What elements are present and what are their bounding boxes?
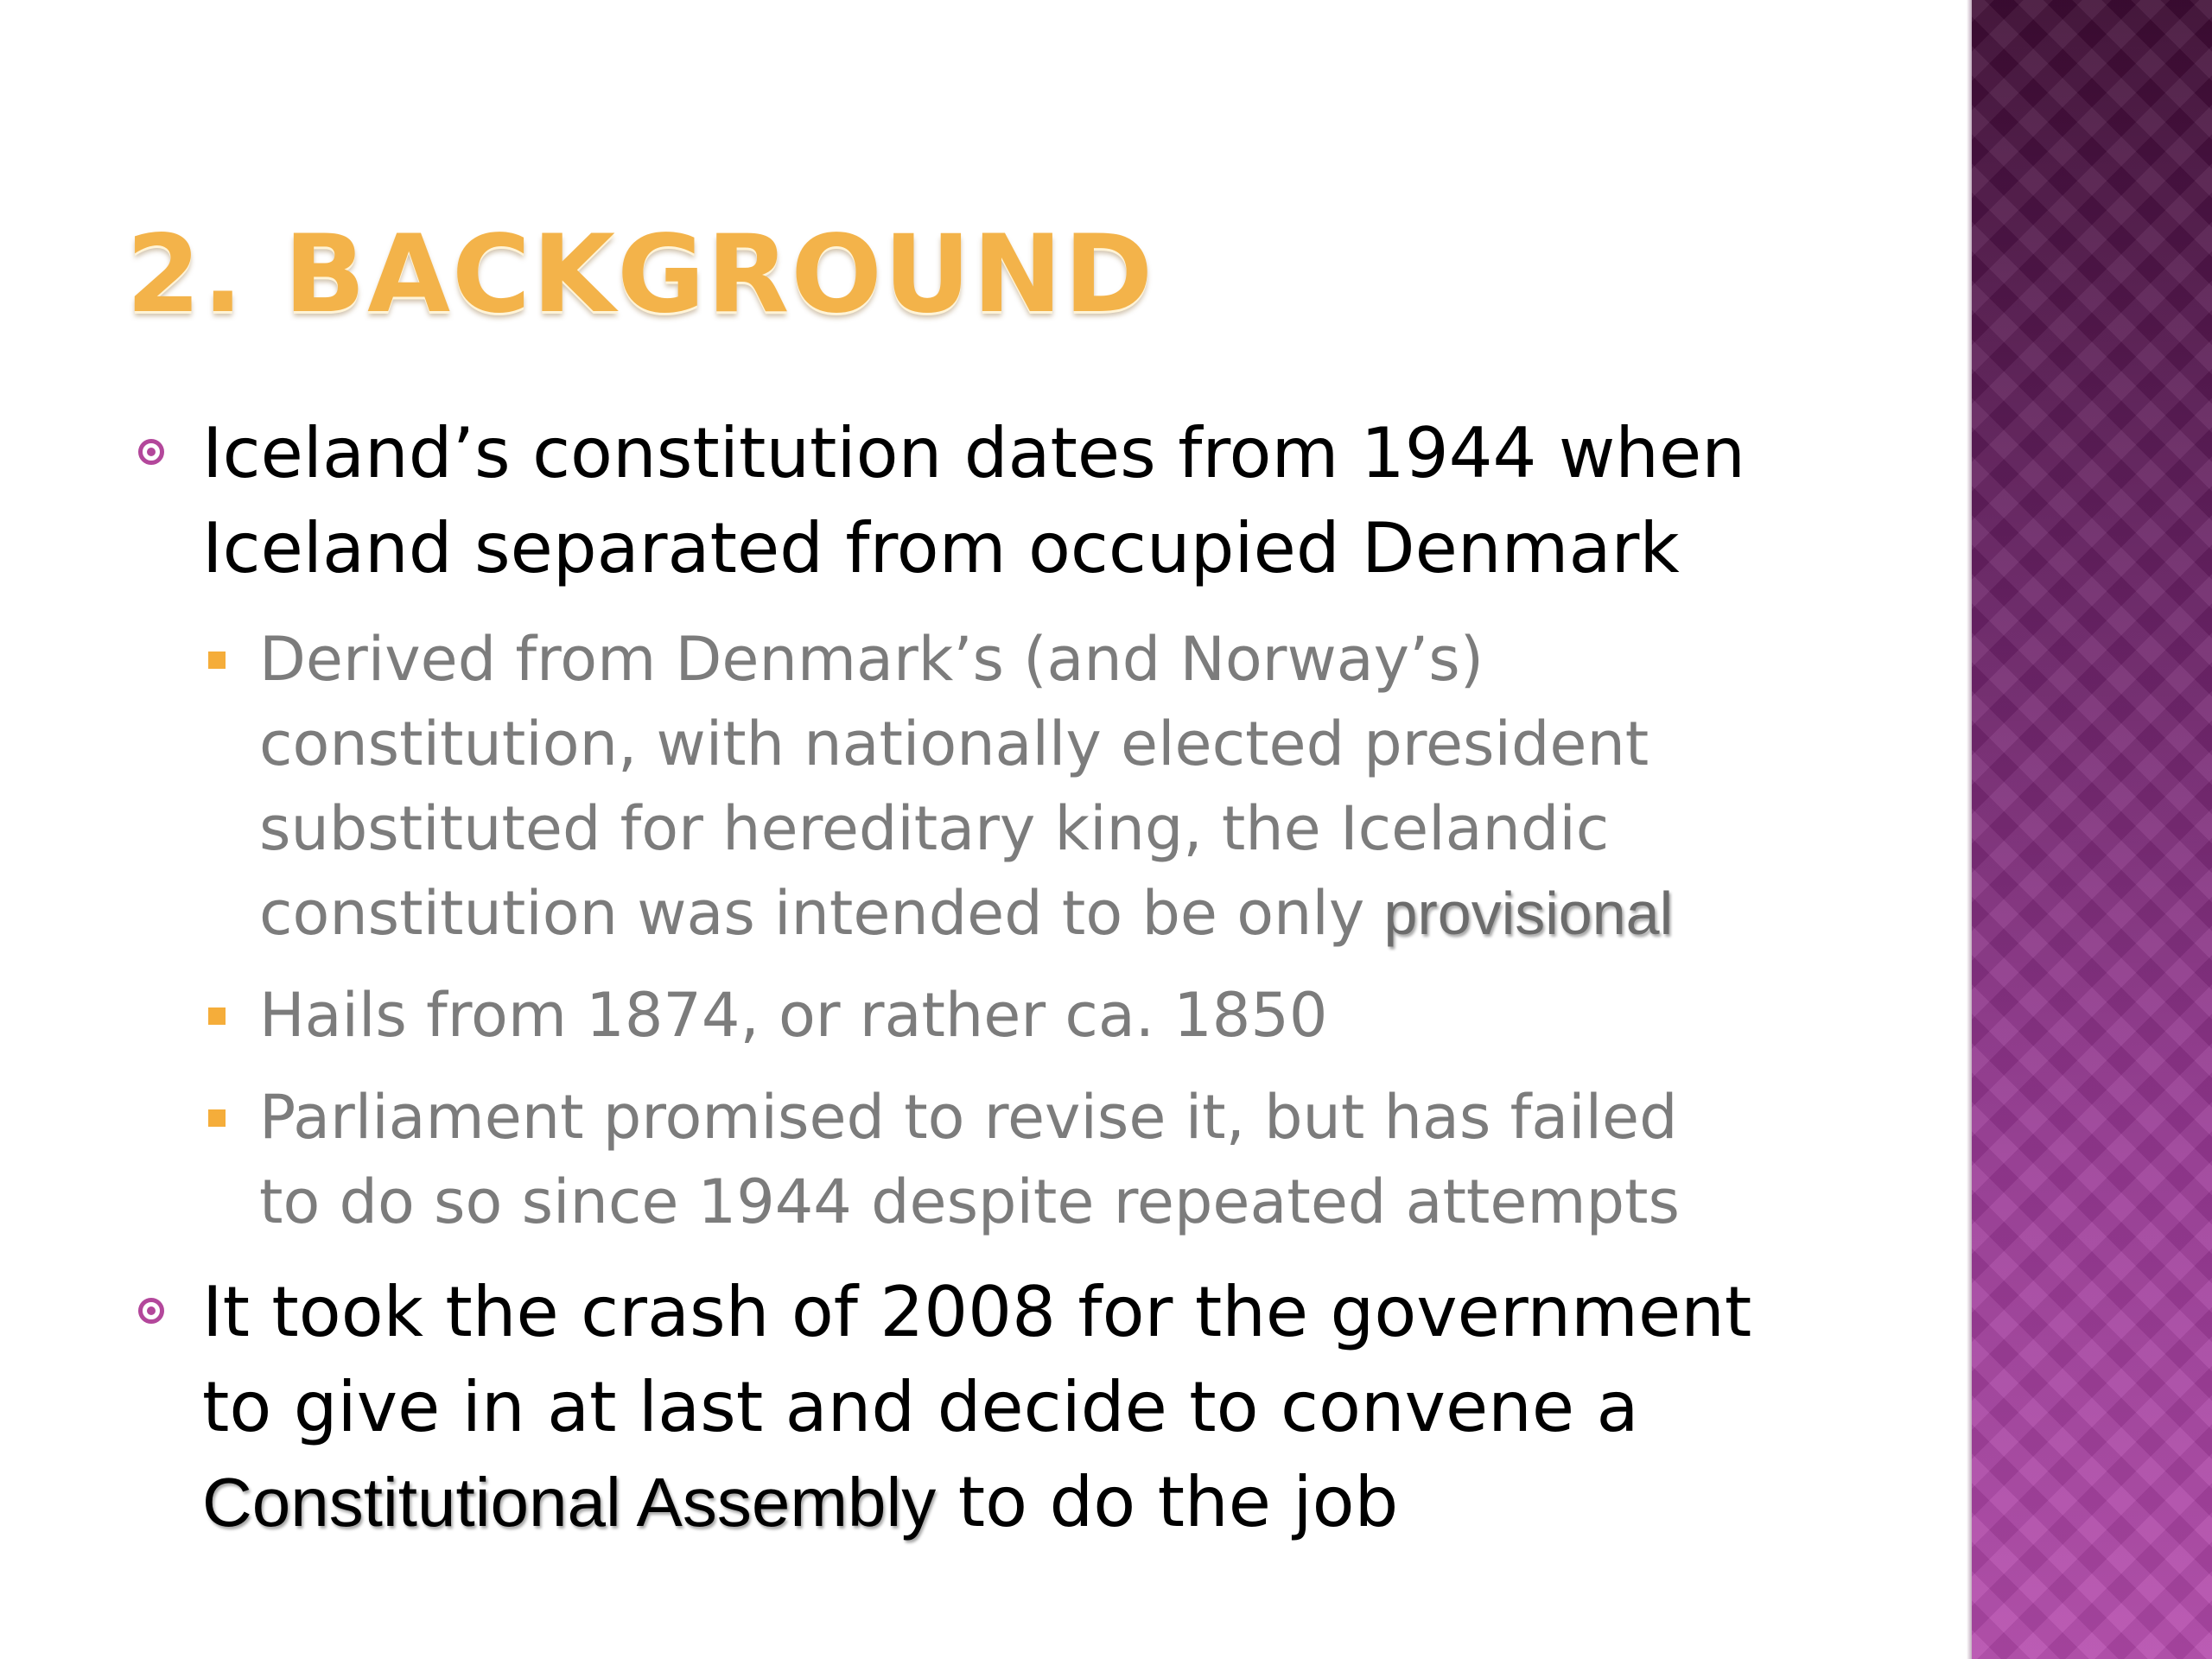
circle-bullet-icon [138, 1298, 164, 1324]
bullet-line-tail: to do the job [936, 1462, 1399, 1542]
slide-title: 2. BACKGROUND [126, 213, 1155, 337]
bullet-line: It took the crash of 2008 for the government [202, 1272, 1752, 1352]
sub-bullet-line [259, 871, 1858, 956]
slide-content [130, 406, 1858, 1550]
sub-bullet-line: Derived from Denmark’s (and Norway’s) [259, 624, 1484, 695]
sub-bullet-list [130, 617, 1858, 1244]
sidebar-edge [1967, 0, 1972, 1659]
sub-bullet-line-text: constitution was intended to be only [259, 878, 1384, 949]
bullet-crash-2008 [130, 1265, 1858, 1550]
square-bullet-icon [208, 1109, 226, 1127]
sub-bullet-hails [130, 973, 1858, 1058]
circle-bullet-icon [138, 439, 164, 465]
bullet-line [202, 1455, 1858, 1550]
square-bullet-icon [208, 652, 226, 669]
decorative-sidebar [1972, 0, 2212, 1659]
emphasized-phrase: Constitutional Assembly [202, 1464, 937, 1541]
sub-bullet-derived [130, 617, 1858, 956]
sub-bullet-line: constitution, with nationally elected president [259, 709, 1649, 779]
sub-bullet-parliament [130, 1075, 1858, 1244]
bullet-constitution-origin [130, 406, 1858, 596]
bullet-line: to give in at last and decide to convene a [202, 1367, 1639, 1447]
sub-bullet-line: to do so since 1944 despite repeated attempts [259, 1166, 1680, 1237]
emphasized-word: provisional [1383, 880, 1674, 947]
sub-bullet-line: Hails from 1874, or rather ca. 1850 [259, 980, 1328, 1051]
sub-bullet-line: substituted for hereditary king, the Icelandic [259, 793, 1610, 864]
bullet-line: Iceland’s constitution dates from 1944 when [202, 413, 1745, 493]
square-bullet-icon [208, 1007, 226, 1025]
bullet-line: Iceland separated from occupied Denmark [202, 508, 1680, 588]
sub-bullet-line: Parliament promised to revise it, but has failed [259, 1082, 1678, 1153]
